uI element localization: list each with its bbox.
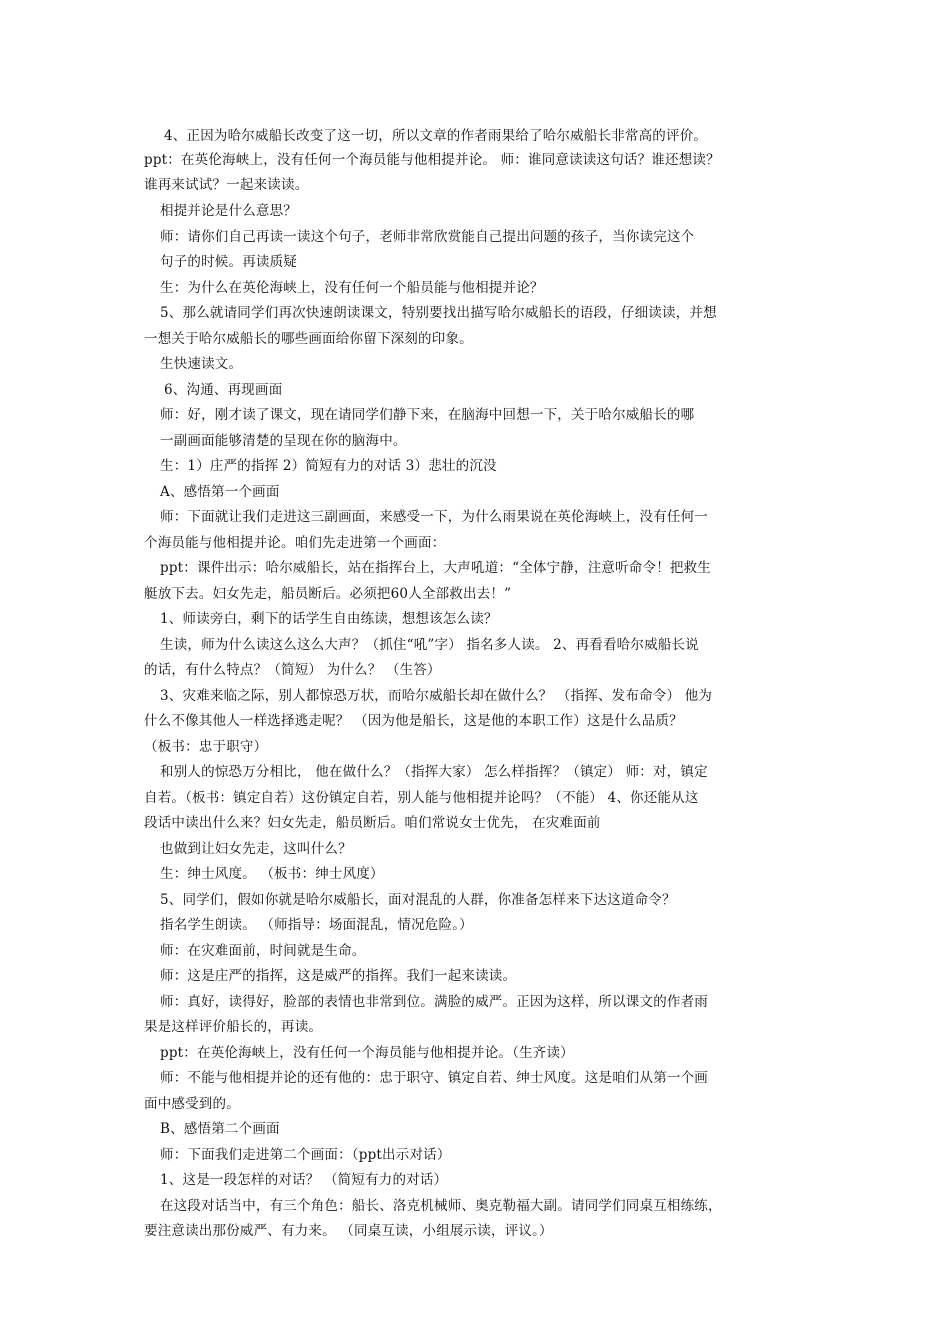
text-line: 生快速读文。 [160, 356, 243, 372]
text-line: 一想关于哈尔威船长的哪些画面给你留下深刻的印象。 [144, 331, 473, 347]
text-line: 个海员能与他相提并论。咱们先走进第一个画面： [144, 535, 446, 551]
text-line: 生：绅士风度。 （板书：绅士风度） [160, 866, 384, 882]
text-line: B、感悟第二个画面 [160, 1121, 280, 1137]
text-line: 自若。（板书：镇定自若）这份镇定自若，别人能与他相提并论吗？（不能） 4、你还能从这 [144, 790, 699, 806]
text-line: 生读，师为什么读这么这么大声？（抓住“吼”字） 指名多人读。 2、再看看哈尔威船长说 [160, 637, 699, 653]
text-line: 师：下面我们走进第二个画面：（ppt出示对话） [160, 1147, 451, 1163]
text-line: 艇放下去。妇女先走，船员断后。必须把60人全部救出去！” [144, 586, 512, 602]
text-line: 相提并论是什么意思？ [160, 203, 297, 219]
text-line: 师：请你们自己再读一读这个句子，老师非常欣赏能自己提出问题的孩子，当你读完这个 [160, 229, 695, 245]
text-line: ppt：课件出示：哈尔威船长，站在指挥台上，大声吼道：“全体宁静，注意听命令！把救生 [160, 560, 712, 576]
text-line: 果是这样评价船长的，再读。 [144, 1019, 323, 1035]
text-line: 1、师读旁白，剩下的话学生自由练读，想想该怎么读？ [160, 611, 498, 627]
text-line: 1、这是一段怎样的对话？ （简短有力的对话） [160, 1172, 448, 1188]
text-line: 生：为什么在英伦海峡上，没有任何一个船员能与他相提并论？ [160, 280, 544, 296]
text-line: 谁再来试试？一起来读读。 [144, 177, 309, 193]
text-line: 的话，有什么特点？（简短） 为什么？ （生答） [144, 662, 441, 678]
text-line: 句子的时候。再读质疑 [160, 254, 297, 270]
text-line: 要注意读出那份威严、有力来。 （同桌互读，小组展示读，评议。） [144, 1223, 553, 1239]
text-line: 指名学生朗读。 （师指导：场面混乱，情况危险。） [160, 917, 473, 933]
text-line: 6、沟通、再现画面 [164, 382, 283, 398]
text-line: 和别人的惊恐万分相比， 他在做什么？（指挥大家） 怎么样指挥？（镇定） 师：对，镇定 [160, 764, 708, 780]
text-line: 4、正因为哈尔威船长改变了这一切，所以文章的作者雨果给了哈尔威船长非常高的评价。 [164, 128, 708, 144]
text-line: 师：好，刚才读了课文，现在请同学们静下来，在脑海中回想一下，关于哈尔威船长的哪 [160, 407, 695, 423]
text-line: 生：1）庄严的指挥 2）简短有力的对话 3）悲壮的沉没 [160, 458, 497, 474]
text-line: 师：在灾难面前，时间就是生命。 [160, 943, 366, 959]
text-line: A、感悟第一个画面 [160, 484, 280, 500]
text-line: 3、灾难来临之际，别人都惊恐万状，而哈尔威船长却在做什么？ （指挥、发布命令） 他为 [160, 688, 713, 704]
text-line: 面中感受到的。 [144, 1096, 240, 1112]
text-line: （板书：忠于职守） [144, 739, 268, 755]
text-line: 也做到让妇女先走，这叫什么？ [160, 841, 352, 857]
text-line: 段话中读出什么来？妇女先走，船员断后。咱们常说女士优先， 在灾难面前 [144, 815, 601, 831]
text-line: 师：下面就让我们走进这三副画面，来感受一下，为什么雨果说在英伦海峡上，没有任何一 [160, 509, 708, 525]
text-line: 师：真好，读得好，脸部的表情也非常到位。满脸的威严。正因为这样，所以课文的作者雨 [160, 994, 708, 1010]
text-line: 在这段对话当中，有三个角色：船长、洛克机械师、奥克勒福大副。请同学们同桌互相练练， [160, 1198, 722, 1214]
text-line: 师：这是庄严的指挥，这是威严的指挥。我们一起来读读。 [160, 968, 517, 984]
text-line: 什么不像其他人一样选择逃走呢？ （因为他是船长，这是他的本职工作）这是什么品质？ [144, 713, 683, 729]
text-line: 一副画面能够清楚的呈现在你的脑海中。 [160, 433, 407, 449]
text-line: ppt：在英伦海峡上，没有任何一个海员能与他相提并论。 师：谁同意读读这句话？谁还想读？ [144, 152, 720, 168]
text-line: 5、同学们，假如你就是哈尔威船长，面对混乱的人群，你准备怎样来下达这道命令？ [160, 892, 676, 908]
text-line: ppt：在英伦海峡上，没有任何一个海员能与他相提并论。（生齐读） [160, 1045, 574, 1061]
text-line: 5、那么就请同学们再次快速朗读课文，特别要找出描写哈尔威船长的语段，仔细读读，并想 [160, 305, 717, 321]
text-line: 师：不能与他相提并论的还有他的：忠于职守、镇定自若、绅士风度。这是咱们从第一个画 [160, 1070, 708, 1086]
